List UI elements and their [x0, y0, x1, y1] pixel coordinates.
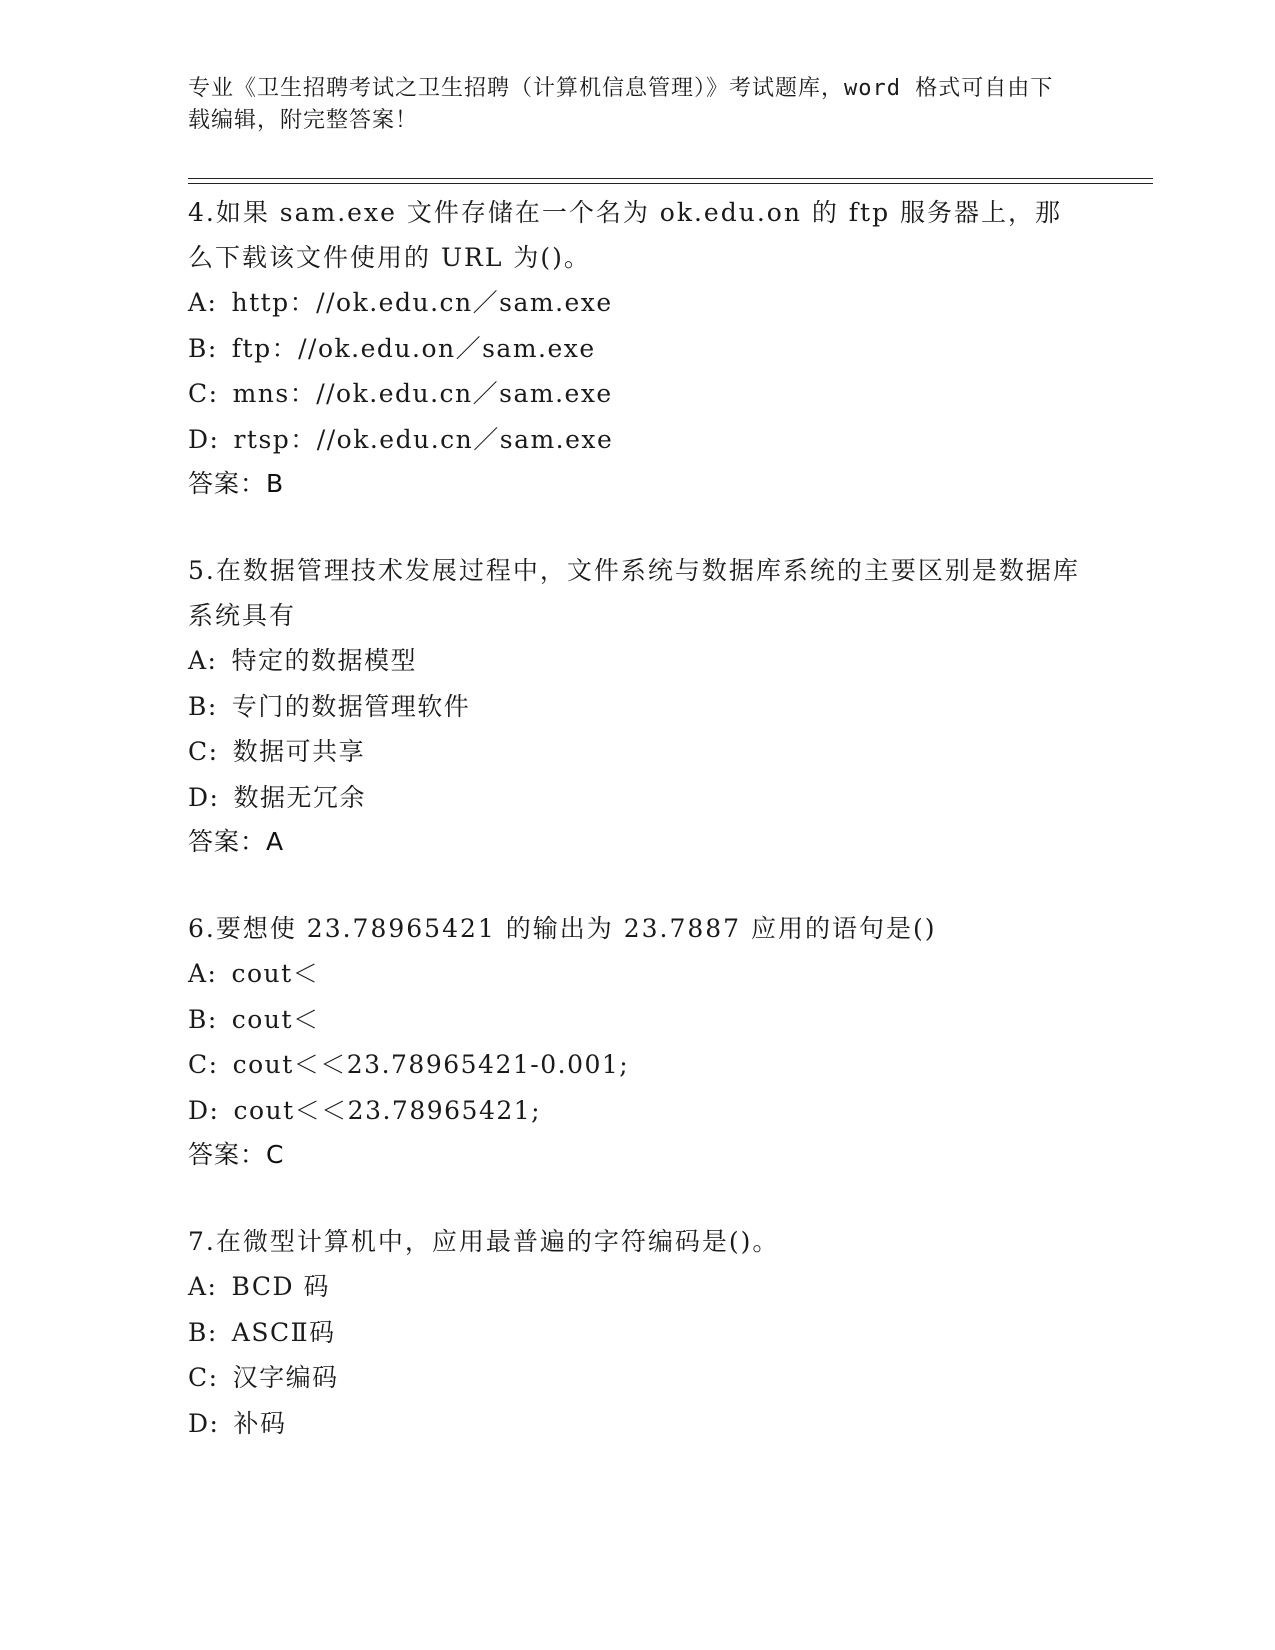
option-text: ASCⅡ码 [231, 1317, 336, 1347]
option-a [188, 280, 1088, 326]
option-c [188, 371, 1088, 417]
option-key: B: [188, 1004, 218, 1034]
option-list [188, 951, 1088, 1133]
option-d [188, 775, 1088, 821]
option-text: rtsp：//ok.edu.cn／sam.exe [233, 424, 614, 454]
option-key: C: [188, 737, 219, 766]
option-text: http：//ok.edu.cn／sam.exe [231, 288, 613, 317]
option-b [188, 1310, 1088, 1356]
option-list [188, 638, 1088, 820]
option-key: B: [188, 691, 218, 721]
option-key: D: [188, 782, 220, 812]
option-key: D: [188, 424, 220, 454]
option-a [188, 638, 1088, 684]
option-text: 汉字编码 [232, 1363, 339, 1392]
option-key: A: [188, 646, 218, 675]
header-divider-top [188, 178, 1153, 179]
option-text: ftp：//ok.edu.on／sam.exe [231, 333, 596, 363]
option-text: 补码 [233, 1408, 287, 1438]
option-text: cout＜＜23.78965421; [233, 1095, 542, 1125]
question-stem: 5.在数据管理技术发展过程中，文件系统与数据库系统的主要区别是数据库系统具有 [188, 556, 1080, 630]
header-intro-text: 专业《卫生招聘考试之卫生招聘（计算机信息管理）》考试题库，word 格式可自由下载编辑，附完整答案！ [188, 76, 1054, 133]
option-b [188, 326, 1088, 372]
option-key: A: [188, 288, 218, 317]
question-answer: 答案：B [188, 469, 285, 498]
option-key: A: [188, 959, 218, 988]
option-text: 专门的数据管理软件 [231, 691, 471, 721]
option-text: mns：//ok.edu.cn／sam.exe [232, 379, 613, 408]
header-divider-bottom [188, 183, 1153, 184]
question-answer: 答案：C [188, 1140, 285, 1169]
option-text: 特定的数据模型 [231, 646, 417, 675]
option-key: B: [188, 1317, 218, 1347]
option-text: cout＜ [231, 959, 320, 988]
option-key: D: [188, 1408, 220, 1438]
question-stem: 7.在微型计算机中，应用最普遍的字符编码是()。 [188, 1227, 780, 1256]
option-list [188, 280, 1088, 462]
option-key: A: [188, 1272, 218, 1301]
question-7 [188, 1219, 1088, 1446]
question-4 [188, 190, 1088, 506]
option-b [188, 997, 1088, 1043]
option-key: D: [188, 1095, 220, 1125]
option-key: C: [188, 379, 219, 408]
question-5 [188, 548, 1088, 864]
option-b [188, 684, 1088, 730]
option-text: cout＜＜23.78965421-0.001; [232, 1050, 630, 1079]
option-a [188, 951, 1088, 997]
option-text: 数据可共享 [232, 737, 366, 766]
option-text: BCD 码 [231, 1272, 330, 1301]
option-key: C: [188, 1363, 219, 1392]
question-stem: 4.如果 sam.exe 文件存储在一个名为 ok.edu.on 的 ftp 服务器上，那么下载该文件使用的 URL 为()。 [188, 198, 1063, 272]
question-6 [188, 906, 1088, 1177]
question-answer: 答案：A [188, 827, 285, 856]
option-key: B: [188, 333, 218, 363]
option-d [188, 1401, 1088, 1447]
option-c [188, 1042, 1088, 1088]
option-a [188, 1264, 1088, 1310]
option-c [188, 729, 1088, 775]
option-list [188, 1264, 1088, 1446]
question-stem: 6.要想使 23.78965421 的输出为 23.7887 应用的语句是() [188, 914, 937, 943]
option-d [188, 1088, 1088, 1134]
option-c [188, 1355, 1088, 1401]
option-key: C: [188, 1050, 219, 1079]
option-d [188, 417, 1088, 463]
option-text: cout＜ [231, 1004, 320, 1034]
question-list [188, 190, 1088, 1488]
option-text: 数据无冗余 [233, 782, 366, 812]
